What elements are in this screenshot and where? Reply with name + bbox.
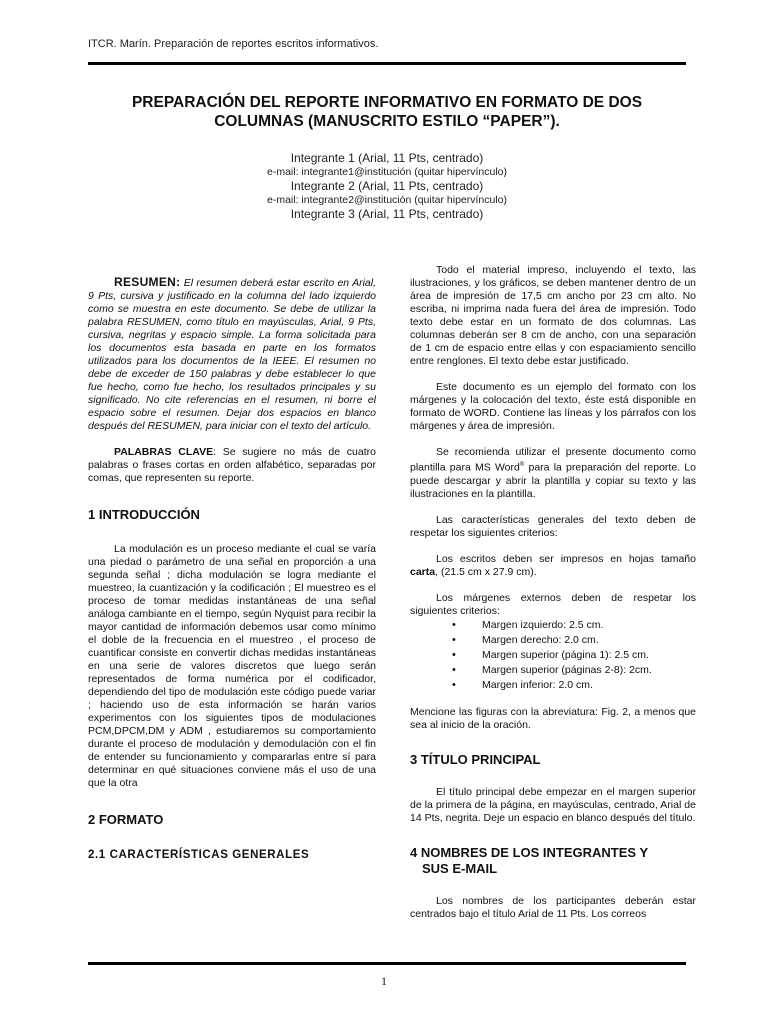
section-heading-formato: 2 FORMATO: [88, 812, 164, 827]
right-column: [410, 264, 696, 934]
subsection-heading-caracteristicas: 2.1 CARACTERÍSTICAS GENERALES: [88, 849, 310, 861]
author-1-email: e-mail: integrante1@institución (quitar hipervínculo): [266, 166, 508, 178]
title-line-1: PREPARACIÓN DEL REPORTE INFORMATIVO EN FORMATO DE DOS: [131, 94, 643, 111]
abstract-label: RESUMEN:: [114, 275, 181, 289]
print-area-paragraph: Todo el material impreso, incluyendo el texto, las ilustraciones, y los gráficos, se deben mantener dentro de un área de impresión de 17,5 cm ancho por 23 cm alto. No escriba, ni imprima nada fuera del área de impresión. Todo texto debe estar en un formato de dos columnas. Las columnas deberán ser 8 cm de ancho, con una separación de 1 cm de espacio entre ellas y con espaciamiento sencillo entre renglones. El texto debe estar justificado.: [410, 264, 696, 367]
paper-size-paragraph: [410, 553, 696, 579]
paper-title: [88, 93, 686, 131]
left-column: [88, 276, 376, 862]
author-1-name: Integrante 1 (Arial, 11 Pts, centrado): [290, 151, 484, 165]
title-line-2: COLUMNAS (MANUSCRITO ESTILO “PAPER”).: [214, 113, 560, 130]
names-paragraph: Los nombres de los participantes deberán estar centrados bajo el título Arial de 11 Pts. Los correos: [410, 894, 696, 920]
registered-mark: ®: [519, 462, 525, 468]
template-paragraph: [410, 446, 696, 501]
section-heading-nombres-line-1: 4 NOMBRES DE LOS INTEGRANTES Y: [410, 844, 649, 860]
margins-list: [452, 618, 696, 693]
list-item: • Margen derecho: 2.0 cm.: [452, 633, 696, 648]
author-2-email: e-mail: integrante2@institución (quitar hipervínculo): [266, 194, 508, 206]
section-heading-nombres: [410, 845, 696, 877]
title-rules-paragraph: El título principal debe empezar en el margen superior de la primera de la página, en mayúsculas, centrado, Arial de 14 Pts, negrita. Deje un espacio en blanco después del título.: [410, 785, 696, 824]
criteria-paragraph: Las características generales del texto deben de respetar los siguientes criterios:: [410, 513, 696, 539]
keywords-label: PALABRAS CLAVE: [114, 446, 214, 458]
running-header: ITCR. Marín. Preparación de reportes escritos informativos.: [88, 38, 379, 50]
figures-paragraph: Mencione las figuras con la abreviatura: Fig. 2, a menos que sea al inicio de la oración.: [410, 705, 696, 731]
author-3-name: Integrante 3 (Arial, 11 Pts, centrado): [290, 207, 484, 221]
page-number: 1: [381, 974, 387, 988]
section-heading-nombres-line-2: SUS E-MAIL: [422, 860, 498, 876]
list-item: • Margen superior (página 1): 2.5 cm.: [452, 648, 696, 663]
footer-rule: [88, 962, 686, 965]
header-rule: [88, 62, 686, 65]
example-paragraph: Este documento es un ejemplo del formato con los márgenes y la colocación del texto, éste está disponible en formato de WORD. Contiene las líneas y los párrafos con los márgenes y área de impresión.: [410, 381, 696, 432]
paper-size-bold: carta: [410, 565, 436, 578]
list-item: • Margen izquierdo: 2.5 cm.: [452, 618, 696, 633]
section-heading-titulo: 3 TÍTULO PRINCIPAL: [410, 751, 541, 767]
intro-paragraph: La modulación es un proceso mediante el cual se varía una piedad o parámetro de una señal en proporción a una segunda señal ; dicha modulación se logra mediante el muestreo, la cuantización y la codificación ; El muestreo es el proceso de tomar medidas instantáneas de una señal análoga cambiante en el tiempo, según Nyquist para recibir la mayor cantidad de información debemos usar como mínimo el doble de la frecuencia en el muestreo , el proceso de cuantificar consiste en convertir dichas medidas instantáneas en una serie de valores discretos que luego serán representados de forma numérica por el codificador, dependiendo del tipo de modulación este código puede variar ; haciendo uso de esta información se harán varios experimentos con los siguientes tipos de modulaciones PCM,DPCM,DM y ADM , estudiaremos su comportamiento durante el proceso de modulación y demodulación con el fin de entender su funcionamiento y compararlas entre sí para determinar en qué situaciones conviene más el uso de una que la otra: [88, 543, 376, 789]
author-block: [88, 151, 686, 222]
keywords: [88, 446, 376, 485]
paper-size-text-b: , (21.5 cm x 27.9 cm).: [435, 565, 537, 578]
keywords-text: : Se sugiere no más de cuatro palabras o frases cortas en orden alfabético, separadas por comas, que representen su reporte.: [88, 446, 376, 484]
template-text-b: para la preparación del reporte. Lo puede descargar y abrir la plantilla y copiar su texto y las ilustraciones en la plantilla.: [410, 461, 696, 500]
list-item: • Margen inferior: 2.0 cm.: [452, 678, 696, 693]
section-heading-introduccion: 1 INTRODUCCIÓN: [88, 507, 200, 522]
template-text-a: Se recomienda utilizar el presente documento como plantilla para MS Word: [410, 446, 696, 474]
abstract: [88, 276, 376, 433]
margins-intro-paragraph: Los márgenes externos deben de respetar los siguientes criterios:: [410, 591, 696, 617]
paper-size-text-a: Los escritos deben ser impresos en hojas tamaño: [436, 552, 696, 565]
list-item: • Margen superior (páginas 2-8): 2cm.: [452, 663, 696, 678]
abstract-text: El resumen deberá estar escrito en Arial, 9 Pts, cursiva y justificado en la columna del lado izquierdo como se muestra en este documento. Se debe de utilizar la palabra RESUMEN, como título en mayúsculas, Arial, 9 Pts, cursiva, negritas y espacio simple. La forma solicitada para los documentos esta basada en parte en los formatos utilizados para los documentos de la IEEE. El resumen no debe de exceder de 150 palabras y debe establecer lo que fue hecho, como fue hecho, los resultados principales y su significado. No cite referencias en el resumen, ni borre el espacio sobre el resumen. Dejar dos espacios en blanco después del RESUMEN, para iniciar con el texto del artículo.: [88, 277, 376, 432]
author-2-name: Integrante 2 (Arial, 11 Pts, centrado): [290, 179, 484, 193]
